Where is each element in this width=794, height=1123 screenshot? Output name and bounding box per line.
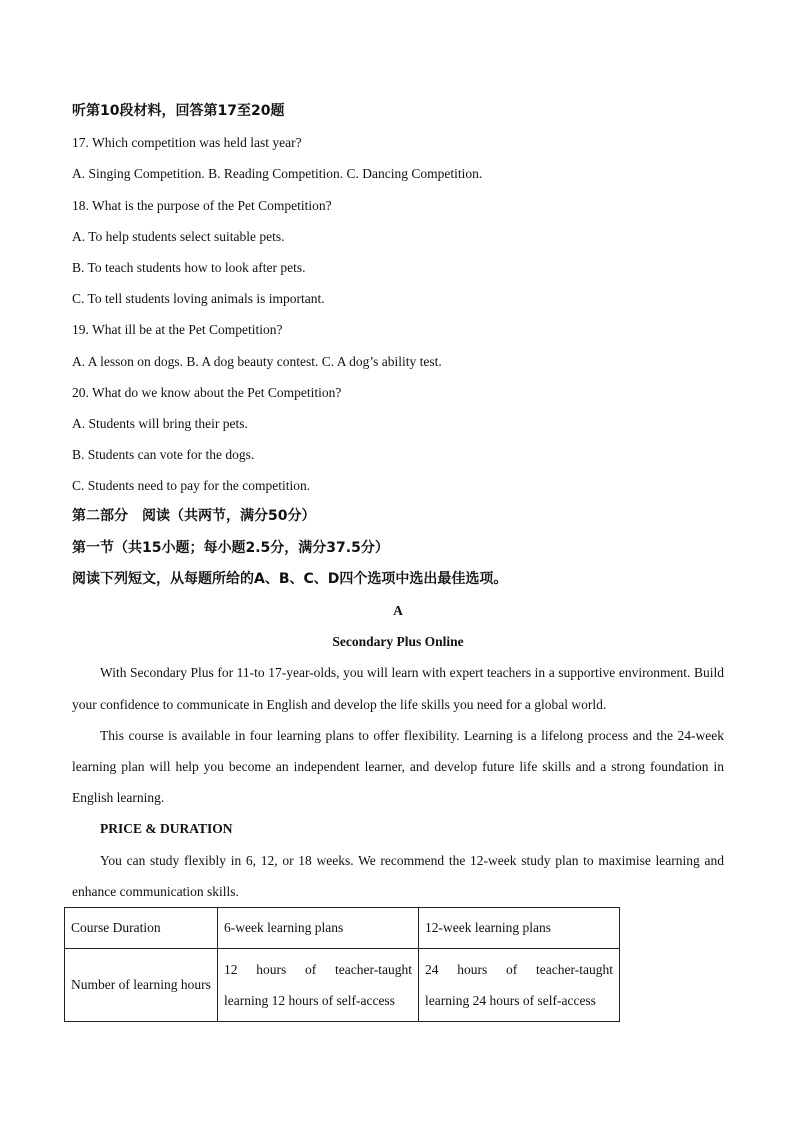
table-header-cell: 12-week learning plans: [419, 907, 620, 948]
passage-paragraph-3: You can study flexibly in 6, 12, or 18 weeks. We recommend the 12-week study plan to maximise learning and enhance communication skills.: [72, 852, 724, 899]
question-18-option-c: C. To tell students loving animals is important.: [72, 291, 325, 307]
section1-heading: 第一节（共15小题；每小题2.5分，满分37.5分）: [72, 539, 389, 556]
question-20-option-b: B. Students can vote for the dogs.: [72, 447, 255, 463]
passage-title: Secondary Plus Online: [332, 634, 464, 650]
passage-paragraph-2: This course is available in four learning plans to offer flexibility. Learning is a lifelong process and the 24-week learning plan will help you become an independent learner, and develop future life skills and a strong foundation in English learning.: [72, 727, 724, 806]
question-17-options: A. Singing Competition. B. Reading Competition. C. Dancing Competition.: [72, 166, 483, 182]
question-18-option-a: A. To help students select suitable pets.: [72, 228, 285, 244]
table-cell: 12 hours of teacher-taught learning 12 hours of self-access: [218, 948, 419, 1021]
passage-letter: A: [393, 603, 403, 618]
question-20-option-a: A. Students will bring their pets.: [72, 415, 248, 431]
question-18-option-b: B. To teach students how to look after pets.: [72, 259, 306, 275]
question-20: 20. What do we know about the Pet Competition?: [72, 384, 342, 400]
table-header-row: [65, 907, 620, 948]
table-cell: Number of learning hours: [65, 948, 218, 1021]
table-header-cell: 6-week learning plans: [218, 907, 419, 948]
question-19: 19. What ill be at the Pet Competition?: [72, 322, 283, 338]
document-page: [72, 96, 724, 1022]
table-cell: 24 hours of teacher-taught learning 24 hours of self-access: [419, 948, 620, 1021]
table-row: [65, 948, 620, 1021]
question-18: 18. What is the purpose of the Pet Competition?: [72, 197, 332, 213]
question-19-options: A. A lesson on dogs. B. A dog beauty contest. C. A dog’s ability test.: [72, 353, 442, 369]
reading-instructions: 阅读下列短文，从每题所给的A、B、C、D四个选项中选出最佳选项。: [72, 570, 508, 587]
table-header-cell: Course Duration: [65, 907, 218, 948]
question-20-option-c: C. Students need to pay for the competition.: [72, 478, 311, 494]
price-duration-heading: PRICE & DURATION: [100, 821, 233, 837]
question-17: 17. Which competition was held last year?: [72, 135, 302, 151]
section10-heading: 听第10段材料，回答第17至20题: [72, 103, 285, 119]
course-table: [64, 907, 620, 1022]
part2-heading: 第二部分 阅读（共两节，满分50分）: [72, 508, 316, 525]
passage-paragraph-1: With Secondary Plus for 11-to 17-year-olds, you will learn with expert teachers in a supportive environment. Build your confidence to communicate in English and develop the life skills you need for a global world.: [72, 665, 724, 712]
